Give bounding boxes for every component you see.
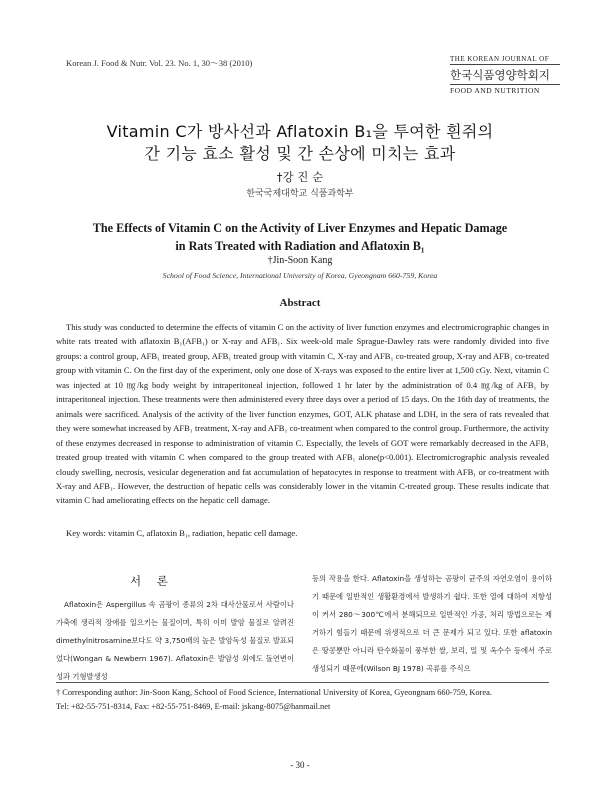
affiliation-korean: 한국국제대학교 식품과학부 [246,189,354,199]
page-number: - 30 - [290,760,310,770]
keywords: Key words: vitamin C, aflatoxin B₁, radiation, hepatic cell damage. [66,528,298,538]
title-english-line2: in Rats Treated with Radiation and Aflatoxin B₁ [175,239,425,253]
title-english [0,219,600,255]
footnote-corresponding-author: † Corresponding author: Jin-Soon Kang, School of Food Science, International University of Korea, Gyeongnam 660-759, Korea. [56,688,492,697]
journal-name-en-top: THE KOREAN JOURNAL OF [450,55,560,65]
journal-name-ko: 한국식품영양학회지 [450,68,550,82]
author-english: †Jin-Soon Kang [267,255,333,266]
author-korean: †강 진 순 [276,170,324,184]
footnote-contact: Tel: +82-55-751-8314, Fax: +82-55-751-8469, E-mail: jskang-8075@hanmail.net [56,702,331,711]
footnote [56,686,556,714]
abstract-body: This study was conducted to determine the effects of vitamin C on the activity of liver function enzymes and electromicrographic changes in white rats treated with aflatoxin B₁(AFB₁) or X-ray and AFB₁. Six week-old male Sprague-Dawley rats were randomly divided into five groups: a control group, AFB₁ treated group, AFB₁ treated group with vitamin C, X-ray and AFB₁ co-treated group, X-ray and AFB₁ co-treated group with vitamin C. On the first day of the experiment, only one dose of X-rays was exposed to the entire liver at 1,500 cGy. Next, vitamin C was injected at 10 ㎎/kg body weight by intraperitoneal injection, followed 1 hr later by the administration of 0.4 ㎎/kg of AFB₁ by intraperitoneal injection. These treatments were then administered every three days over a period of 15 days. On the 16th day of treatments, the animals were sacrificed. Analysis of the activity of the liver function enzymes, GOT, ALK phatase and LDH, in the sera of rats revealed that they were somewhat increased by AFB₁ treatment, X-ray and AFB₁ co-treatment when compared to the control group. Furthermore, the activity of these enzymes decreased in response to administration of vitamin C. Especially, the levels of GOT were remarkably decreased in the AFB₁ treated group treated with vitamin C when compared to the group treated with AFB₁ alone(p<0.001). Electromicrographic analysis revealed cloudy swelling, necrosis, vesicular degeneration and fat accumulation of hepatocytes in response to treatment with AFB₁ or co-treatment with X-ray and AFB₁. However, the destruction of hepatic cells was considerably lower in the vitamin C-treated group. These results indicate that vitamin C had ameliorating effects on the hepatic cell damage. [56,322,549,506]
footnote-divider [56,682,549,683]
title-korean-line1: Vitamin C가 방사선과 Aflatoxin B₁을 투여한 흰쥐의 [106,122,494,141]
affiliation-english: School of Food Science, International University of Korea, Gyeongnam 660-759, Korea [162,271,438,280]
title-english-line1: The Effects of Vitamin C on the Activity of Liver Enzymes and Hepatic Damage [92,221,508,235]
journal-citation: Korean J. Food & Nutr. Vol. 23. No. 1, 30～38 (2010) [66,58,253,68]
title-korean-line2: 간 기능 효소 활성 및 간 손상에 미치는 효과 [144,144,456,163]
journal-name-en-bottom: FOOD AND NUTRITION [450,84,560,95]
abstract-heading: Abstract [279,297,321,309]
introduction-left-column: Aflatoxin은 Aspergillus 속 곰팡이 종류의 2차 대사산물로서 사람이나 가축에 생리적 장애를 일으키는 물질이며, 특히 이미 발암 물질로 알려진 dimethylnitrosamine보다도 약 3,750배의 높은 발암독성 물질로 발표되었다(Wongan & Newbern 1967). Aflatoxin은 발암성 외에도 돌연변이성과 기형발생성 [56,600,294,681]
section-heading-introduction: 서 론 [130,574,174,588]
introduction-right-column: 등의 작용을 한다. Aflatoxin을 생성하는 곰팡이 균주의 자연오염이 용이하기 때문에 일반적인 생활환경에서 발생하기 쉽다. 또한 열에 대하여 저항성이 커서 280～300℃에서 분해되므로 일반적인 가공, 처리 방법으로는 제거하기 힘들기 때문에 위생적으로 더 큰 문제가 되고 있다. 또한 aflatoxin은 땅콩뿐만 아니라 탄수화물이 풍부한 쌀, 보리, 밀 및 옥수수 등에서 주로 생성되기 때문에(Wilson BJ 1978) 곡류를 주식으 [312,574,552,673]
journal-logo [450,55,560,95]
